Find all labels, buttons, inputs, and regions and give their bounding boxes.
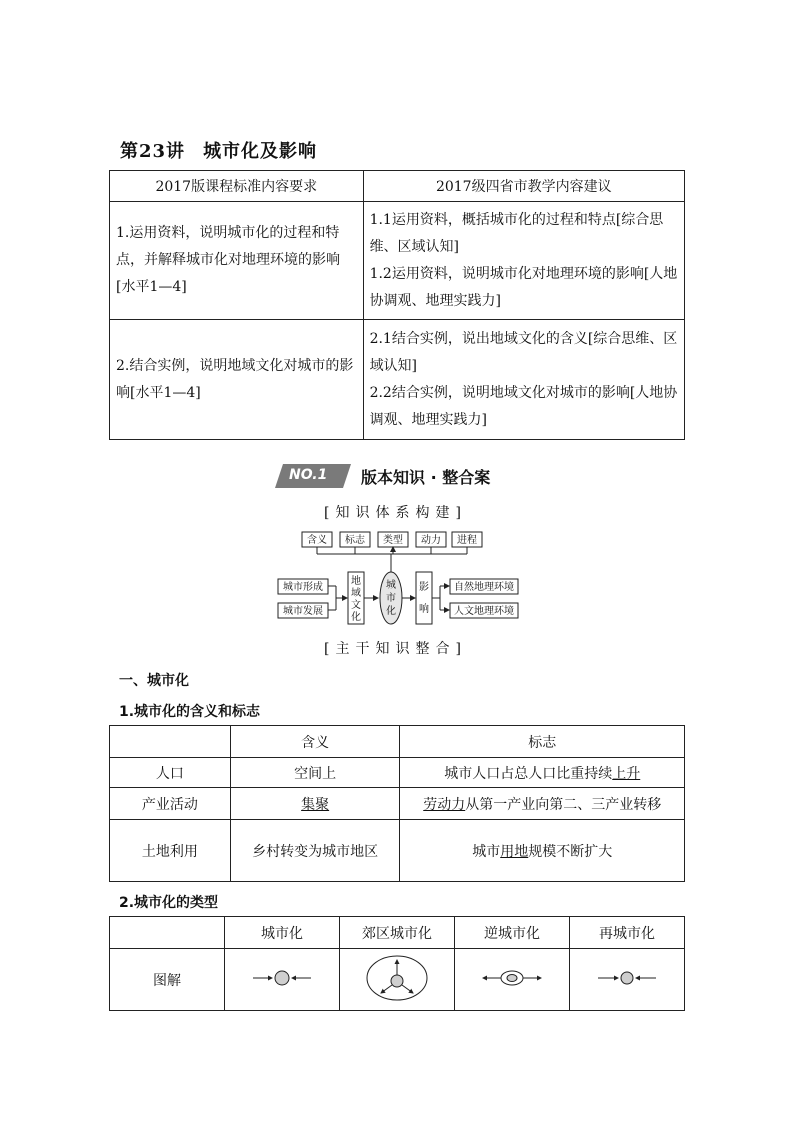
svg-text:标志: 标志 xyxy=(345,535,365,546)
types-header-counter: 逆城市化 xyxy=(455,917,570,949)
urb-row-meaning: 乡村转变为城市地区 xyxy=(230,820,400,882)
suggestion-item: 1.2运用资料，说明城市化对地理环境的影响[人地协调观、地理实践力] xyxy=(369,265,678,309)
lesson-number: 第23讲 xyxy=(120,141,186,162)
svg-text:城市发展: 城市发展 xyxy=(283,606,323,617)
urb-row-sign: 城市用地规模不断扩大 xyxy=(400,820,685,882)
requirement-cell: 1.运用资料，说明城市化的过程和特点，并解释城市化对地理环境的影响[水平1—4] xyxy=(110,202,364,320)
urbanization-diagram-cell xyxy=(225,949,340,1011)
urbanization-meaning-table xyxy=(109,725,685,882)
concept-box-process xyxy=(452,532,482,547)
concept-box-human-env xyxy=(450,603,518,618)
concept-box-natural-env xyxy=(450,579,518,594)
urb-row-label: 产业活动 xyxy=(110,788,231,820)
urb-row-sign: 劳动力从第一产业向第二、三产业转移 xyxy=(400,788,685,820)
re-urbanization-icon xyxy=(592,963,662,993)
concept-map xyxy=(270,526,530,630)
underlined-answer: 劳动力 xyxy=(423,796,466,813)
concept-box-driving-force xyxy=(416,532,446,547)
types-header-re: 再城市化 xyxy=(570,917,685,949)
svg-text:自然地理环境: 自然地理环境 xyxy=(454,582,514,593)
table-row xyxy=(110,758,685,788)
urb-row-meaning: 集聚 xyxy=(230,788,400,820)
standards-header-suggestion: 2017级四省市教学内容建议 xyxy=(363,171,684,202)
counter-urbanization-diagram-cell xyxy=(455,949,570,1011)
standards-table xyxy=(109,170,685,440)
svg-text:动力: 动力 xyxy=(421,535,441,546)
svg-text:类型: 类型 xyxy=(383,535,403,546)
heading-meaning-sign: 1.城市化的含义和标志 xyxy=(119,704,261,720)
underlined-answer: 上升 xyxy=(612,765,641,782)
types-header-urbanization: 城市化 xyxy=(225,917,340,949)
main-knowledge-heading: [主干知识整合] xyxy=(324,641,467,657)
urb-row-sign: 城市人口占总人口比重持续上升 xyxy=(400,758,685,788)
heading-urbanization-types: 2.城市化的类型 xyxy=(119,895,219,911)
svg-text:地: 地 xyxy=(351,576,361,587)
banner-title: 版本知识 · 整合案 xyxy=(361,468,491,487)
counter-urbanization-icon xyxy=(477,963,547,993)
concept-box-type xyxy=(378,532,408,547)
urb-row-label: 人口 xyxy=(110,758,231,788)
svg-text:化: 化 xyxy=(386,606,396,617)
svg-text:域: 域 xyxy=(351,588,361,599)
table-row xyxy=(110,820,685,882)
table-row xyxy=(110,320,685,440)
suggestion-item: 1.1运用资料，概括城市化的过程和特点[综合思维、区域认知] xyxy=(369,211,664,255)
lesson-title xyxy=(120,137,317,163)
suburb-outward-icon xyxy=(362,951,432,1005)
svg-text:化: 化 xyxy=(351,612,361,623)
concept-box-sign xyxy=(340,532,370,547)
lesson-name: 城市化及影响 xyxy=(203,141,318,162)
svg-text:城市形成: 城市形成 xyxy=(283,582,323,593)
svg-text:响: 响 xyxy=(419,604,429,615)
urbanization-types-table xyxy=(109,916,685,1011)
concept-box-city-development xyxy=(278,603,328,618)
svg-text:影: 影 xyxy=(419,582,429,593)
types-header-blank xyxy=(110,917,225,949)
urb-header-blank xyxy=(110,726,231,758)
table-row xyxy=(110,949,685,1011)
knowledge-system-heading: [知识体系构建] xyxy=(324,505,467,521)
inward-arrows-icon xyxy=(247,963,317,993)
suggestion-cell xyxy=(363,202,684,320)
concept-box-city-formation xyxy=(278,579,328,594)
section-banner xyxy=(275,462,535,490)
suggestion-item: 2.1结合实例，说出地域文化的含义[综合思维、区域认知] xyxy=(369,330,678,374)
suburbanization-diagram-cell xyxy=(340,949,455,1011)
svg-text:人文地理环境: 人文地理环境 xyxy=(454,606,514,617)
types-row-label: 图解 xyxy=(110,949,225,1011)
svg-text:市: 市 xyxy=(386,593,396,604)
urb-row-label: 土地利用 xyxy=(110,820,231,882)
svg-text:城: 城 xyxy=(386,580,396,591)
types-header-suburbanization: 郊区城市化 xyxy=(340,917,455,949)
standards-header-requirement: 2017版课程标准内容要求 xyxy=(110,171,364,202)
urb-row-meaning: 空间上 xyxy=(230,758,400,788)
svg-text:进程: 进程 xyxy=(457,535,477,546)
concept-box-meaning xyxy=(302,532,332,547)
urb-header-meaning: 含义 xyxy=(230,726,400,758)
table-row xyxy=(110,788,685,820)
requirement-cell: 2.结合实例，说明地域文化对城市的影响[水平1—4] xyxy=(110,320,364,440)
urb-header-sign: 标志 xyxy=(400,726,685,758)
concept-box-influence xyxy=(416,572,432,624)
concept-center-urbanization xyxy=(380,572,402,624)
suggestion-cell xyxy=(363,320,684,440)
suggestion-item: 2.2结合实例，说明地域文化对城市的影响[人地协调观、地理实践力] xyxy=(369,384,678,428)
underlined-answer: 用地 xyxy=(500,843,529,860)
heading-urbanization: 一、城市化 xyxy=(119,673,189,689)
svg-text:文: 文 xyxy=(351,600,361,611)
table-row xyxy=(110,202,685,320)
re-urbanization-diagram-cell xyxy=(570,949,685,1011)
svg-text:含义: 含义 xyxy=(307,535,327,546)
concept-box-regional-culture xyxy=(348,572,364,624)
banner-tag: NO.1 xyxy=(289,467,328,483)
